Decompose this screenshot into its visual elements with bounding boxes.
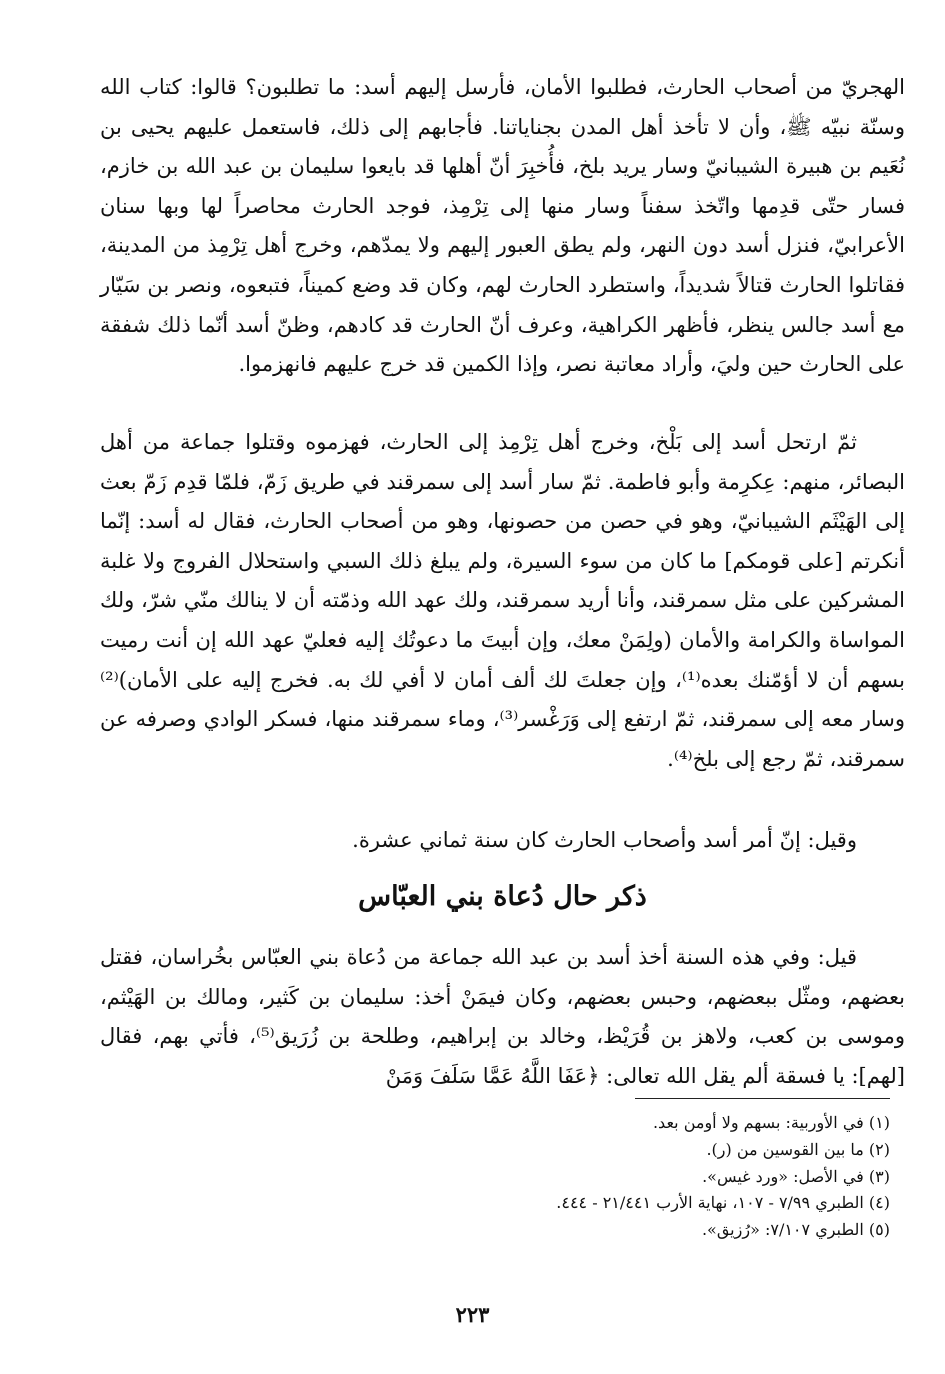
footnote-item: (١) في الأوربية: بسهم ولا أومن بعد.	[652, 1113, 890, 1132]
footnote-item: (٥) الطبري ٧/١٠٧: «رُزيق».	[701, 1220, 890, 1240]
paragraph-text: ثمّ ارتحل أسد إلى بَلْخ، وخرج أهل تِرْمِذ إلى الحارث، فهزموه وقتلوا جماعة من أهل البصائر، منهم: عِكرِمة وأبو فاطمة. ثمّ سار أسد إلى سمرقند في طريق زَمّ، فلمّا قدِم زَمّ بعث إلى الهَيْثَم الشيبانيّ، وهو في حصن من حصونها، وهو من أصحاب الحارث، فقال له أسد: إنّما أنكرتم [على قومكم] ما كان من سوء السيرة، ولم يبلغ ذلك السبي واستحلال الفروج ولا غلبة المشركين على مثل سمرقند، وأنا أريد سمرقند، ولك عهد الله وذمّته أن لا ينالك منّي شرّ، ولك المواساة والكرامة والأمان (ولِمَنْ معك، وإن أبيتَ ما دعوتُك إليه فعليّ عهد الله إن أنت رميت بسهم أن لا أؤمّنك بعده⁽¹⁾، وإن جعلتَ لك ألف أمان لا أفي لك به. فخرج إليه على الأمان)⁽²⁾ وسار معه إلى سمرقند، ثمّ ارتفع إلى وَرَغْسر⁽³⁾، وماء سمرقند منها، فسكر الوادي وصرفه عن سمرقند، ثمّ رجع إلى بلخ⁽⁴⁾.	[100, 430, 905, 771]
page-number: ٢٢٣	[455, 1302, 490, 1327]
footnotes-list	[50, 1110, 890, 1244]
body-paragraph	[100, 68, 905, 385]
section-heading: ذكر حال دُعاة بني العبّاس	[358, 881, 647, 912]
footnote-divider	[635, 1098, 890, 1099]
footnote-item: (٢) ما بين القوسين من (ر).	[706, 1139, 890, 1159]
footnote-item: (٤) الطبري ٧/٩٩ - ١٠٧، نهاية الأرب ٢١/٤٤١ - ٤٤٤.	[556, 1193, 890, 1213]
paragraph-text: الهجريّ من أصحاب الحارث، فطلبوا الأمان، فأرسل إليهم أسد: ما تطلبون؟ قالوا: كتاب الله وسنّة نبيّه ﷺ، وأن لا تأخذ أهل المدن بجناياتنا. فأجابهم إلى ذلك، فاستعمل عليهم يحيى بن نُعَيم بن هبيرة الشيبانيّ وسار يريد بلخ، فأُخبِرَ أنّ أهلها قد بايعوا سليمان بن عبد الله بن خازم، فسار حتّى قدِمها واتّخذ سفناً وسار منها إلى تِرْمِذ، فوجد الحارث محاصراً لها وبها سنان الأعرابيّ، فنزل أسد دون النهر، ولم يطق العبور إليهم ولا يمدّهم، وخرج أهل تِرْمِذ من المدينة، فقاتلوا الحارث قتالاً شديداً، واستطرد الحارث لهم، وكان قد وضع كميناً، فتبعوه، ونصر بن سَيّار مع أسد جالس ينظر، فأظهر الكراهية، وعرف أنّ الحارث قد كادهم، وظنّ أسد أنّما ذلك شفقة على الحارث حين وليَ، وأراد معاتبة نصر، وإذا الكمين قد خرج عليهم فانهزموا.	[100, 75, 905, 377]
paragraph-text: قيل: وفي هذه السنة أخذ أسد بن عبد الله جماعة من دُعاة بني العبّاس بخُراسان، فقتل بعضهم، ومثّل ببعضهم، وحبس بعضهم، وكان فيمَنْ أخذ: سليمان بن كَثير، ومالك بن الهَيْثم، وموسى بن كعب، ولاهز بن قُرَيْظ، وخالد بن إبراهيم، وطلحة بن زُرَيق⁽⁵⁾، فأتي بهم، فقال [لهم]: يا فسقة ألم يقل الله تعالى: ﴿عَفَا اللَّهُ عَمَّا سَلَفَ وَمَنْ	[100, 945, 906, 1088]
paragraph-text: وقيل: إنّ أمر أسد وأصحاب الحارث كان سنة ثماني عشرة.	[352, 828, 857, 852]
body-paragraph	[100, 423, 905, 779]
footnote-item: (٣) في الأصل: «ورد غيس».	[702, 1166, 890, 1186]
body-paragraph	[100, 821, 905, 861]
body-paragraph	[100, 938, 905, 1096]
